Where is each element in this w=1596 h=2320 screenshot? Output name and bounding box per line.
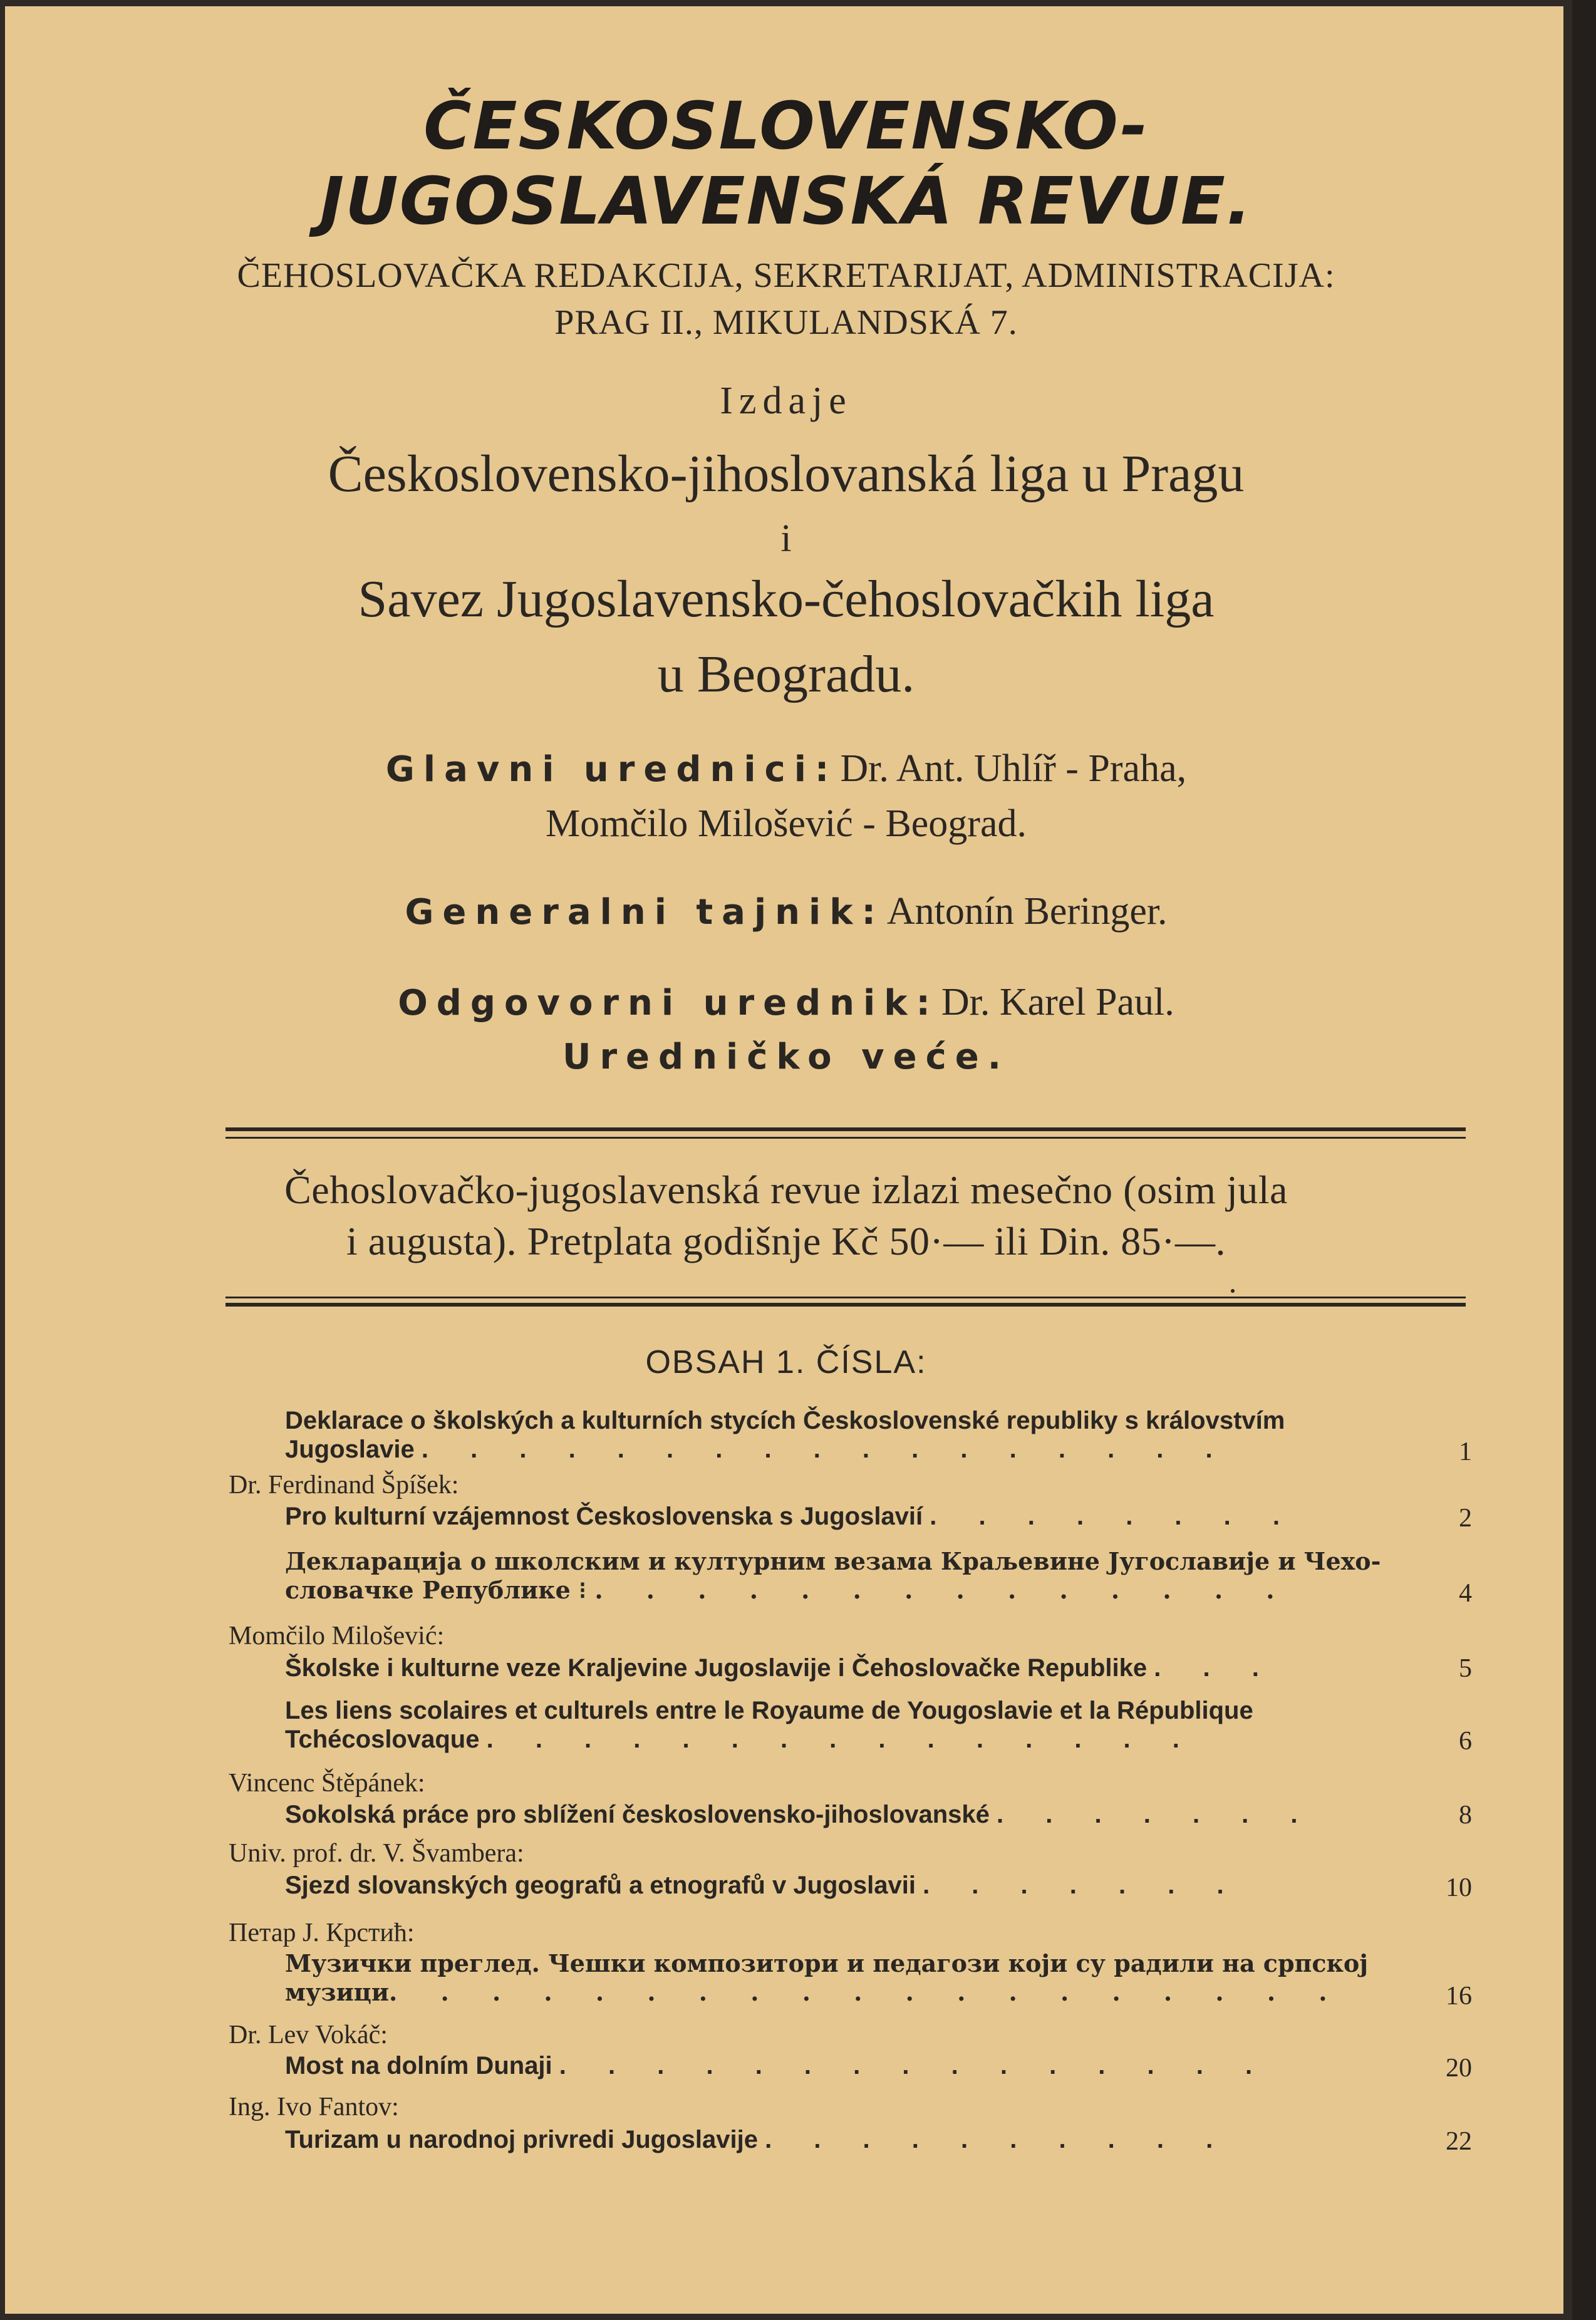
toc-page-number: 5 [1459, 1654, 1472, 1683]
toc-entry-title-line: Декларација о школским и културним везама Краљевине Југославије и Чехо- [285, 1547, 1381, 1575]
toc-entry-title-line [285, 1576, 1400, 1605]
toc-entry-title-line: Sjezd slovanských geografů a etnografů v Jugoslavii [285, 1872, 916, 1899]
toc-author: Ing. Ivo Fantov: [229, 2093, 399, 2121]
responsible-block [0, 980, 1572, 1025]
toc-leader-dots: . . . . . . . . . . [765, 2126, 1231, 2153]
editors-line-2: Momčilo Milošević - Beograd. [546, 802, 1027, 845]
toc-entry-title-line: Školske i kulturne veze Kraljevine Jugoslavije i Čehoslovačke Republike [285, 1654, 1148, 1682]
toc-entry-title-line: Музички преглед. Чешки композитори и педагози који су радили на српској [285, 1949, 1368, 1977]
toc-leader-dots: . . . . . . . . . . . . . . . . . [421, 1436, 1230, 1463]
toc-entry-title [285, 1949, 1400, 2007]
council-label: Uredničko veće. [562, 1037, 1010, 1077]
masthead-line-2: JUGOSLAVENSKÁ REVUE. [319, 163, 1253, 239]
toc-page-number: 4 [1459, 1579, 1472, 1608]
toc-page-number: 20 [1446, 2054, 1472, 2083]
toc-leader-dots: . . . . . . . [997, 1801, 1315, 1828]
toc-page-number: 22 [1446, 2127, 1472, 2156]
toc-author: Momčilo Milošević: [229, 1622, 445, 1650]
toc-leader-dots: . . . . . . . [923, 1872, 1241, 1899]
rule-bottom-thin [225, 1297, 1466, 1298]
toc-entry-title-cont: Tchécoslovaque [285, 1726, 480, 1753]
toc-entry-title [285, 1800, 1400, 1829]
notice-line-2: i augusta). Pretplata godišnje Kč 50·— ili Din. 85·—. [346, 1219, 1226, 1263]
toc-entry-title [285, 1654, 1400, 1682]
toc-page-number: 10 [1446, 1873, 1472, 1902]
toc-entry-title-cont: словачке Републике ⁝ [285, 1576, 587, 1604]
toc-author: Dr. Lev Vokáč: [229, 2021, 388, 2049]
toc-entry-title-cont: музици [285, 1978, 390, 2006]
toc-entry-title [285, 1406, 1400, 1464]
toc-title: OBSAH 1. ČÍSLA: [645, 1344, 927, 1380]
scan-border-left [0, 0, 5, 2320]
toc-entry-title [285, 2051, 1400, 2080]
scan-border-bottom [0, 2314, 1572, 2320]
toc-entry-title [285, 1502, 1400, 1531]
toc-entry-title-line: Pro kulturní vzájemnost Československa s Jugoslavií [285, 1503, 923, 1530]
toc-entry-title-line: Turizam u narodnoj privredi Jugoslavije [285, 2126, 758, 2153]
responsible-label: Odgovorni urednik: [398, 983, 939, 1023]
toc-entry-title [285, 1871, 1400, 1900]
notice-line-1: Čehoslovačko-jugoslavenská revue izlazi mesečno (osim jula [284, 1168, 1288, 1212]
editors-block [0, 747, 1572, 791]
editors-label: Glavni urednici: [385, 749, 838, 790]
toc-entry-title [285, 1547, 1400, 1605]
toc-entry-title-line: Most na dolním Dunaji [285, 2052, 552, 2079]
editors-line-1: Dr. Ant. Uhlíř - Praha, [840, 747, 1187, 790]
toc-entry-title-line [285, 1978, 1400, 2007]
toc-leader-dots: . . . . . . . . . . . . . . . [486, 1726, 1197, 1753]
toc-entry-title-line: Les liens scolaires et culturels entre le Royaume de Yougoslavie et la République [285, 1697, 1253, 1724]
publisher-one: Československo-jihoslovanská liga u Pragu [328, 445, 1245, 503]
toc-entry-title [285, 1696, 1400, 1754]
toc-page-number: 8 [1459, 1801, 1472, 1830]
print-speck [1231, 1289, 1235, 1293]
toc-author: Univ. prof. dr. V. Švambera: [229, 1839, 524, 1868]
toc-entry-title [285, 2125, 1400, 2154]
rule-bottom-thick [225, 1303, 1466, 1307]
toc-page-number: 2 [1459, 1504, 1472, 1533]
toc-entry-title-line [285, 1725, 1400, 1754]
secretary-label: Generalni tajnik: [405, 892, 884, 933]
scan-border-top [0, 0, 1572, 6]
izdaje-label: Izdaje [720, 380, 852, 422]
toc-author: Dr. Ferdinand Špíšek: [229, 1471, 459, 1499]
toc-leader-dots: . . . . . . . . [930, 1503, 1297, 1530]
redakcija-line: ČEHOSLOVAČKA REDAKCIJA, SEKRETARIJAT, ADMINISTRACIJA: [237, 256, 1335, 295]
toc-page-number: 6 [1459, 1727, 1472, 1756]
toc-leader-dots: . . . . . . . . . . . . . . [594, 1576, 1292, 1604]
toc-entry-title-line: Deklarace o školských a kulturních stycích Československé republiky s královstvím [285, 1407, 1285, 1434]
scan-border-right [1563, 0, 1572, 2320]
toc-page-number: 1 [1459, 1437, 1472, 1466]
toc-leader-dots: . . . [1154, 1654, 1277, 1682]
toc-author: Петар J. Крстић: [229, 1919, 415, 1947]
scan-background-edge [1572, 0, 1596, 2320]
conjunction: i [780, 517, 792, 560]
masthead-line-1: ČESKOSLOVENSKO- [423, 88, 1149, 164]
responsible-name: Dr. Karel Paul. [941, 981, 1174, 1023]
address-line: PRAG II., MIKULANDSKÁ 7. [554, 303, 1018, 342]
toc-entry-title-line [285, 1435, 1400, 1464]
publisher-two-line-2: u Beogradu. [657, 645, 915, 703]
toc-leader-dots: . . . . . . . . . . . . . . . [559, 2052, 1270, 2079]
rule-top-thin [225, 1137, 1466, 1139]
secretary-block [0, 889, 1572, 934]
toc-page-number: 16 [1446, 1982, 1472, 2011]
publisher-two-line-1: Savez Jugoslavensko-čehoslovačkih liga [358, 570, 1215, 628]
toc-entry-title-cont: Jugoslavie [285, 1436, 415, 1463]
toc-entry-title-line: Sokolská práce pro sblížení československo-jihoslovanské [285, 1801, 990, 1828]
toc-leader-dots: . . . . . . . . . . . . . . . . . . . [389, 1978, 1345, 2006]
rule-top-thick [225, 1127, 1466, 1131]
toc-author: Vincenc Štěpánek: [229, 1769, 425, 1798]
secretary-name: Antonín Beringer. [886, 890, 1168, 933]
